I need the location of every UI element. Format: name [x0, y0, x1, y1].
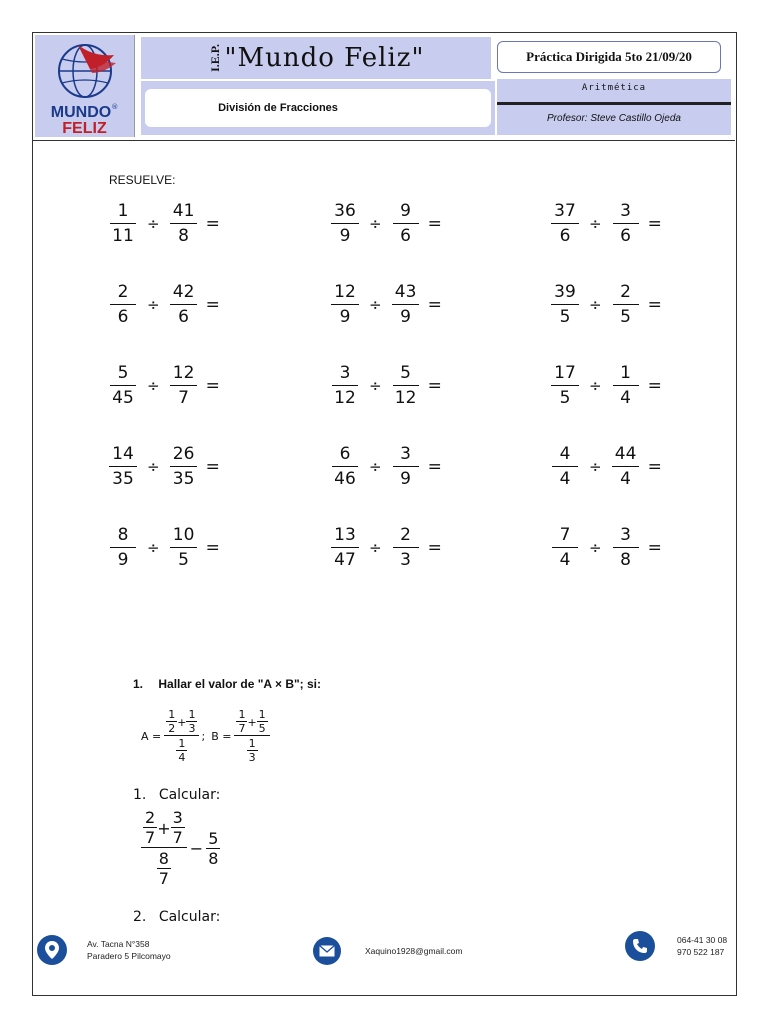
fraction-den: 3 [248, 751, 256, 764]
divide-sign: ÷ [589, 457, 602, 476]
fraction [392, 525, 420, 570]
equals-sign: = [205, 375, 220, 396]
fraction [331, 525, 359, 570]
fraction-numerator: 12 [331, 282, 359, 305]
fraction-numerator: 44 [612, 444, 640, 467]
fraction-denominator: 9 [339, 307, 351, 327]
division-problem [109, 282, 220, 327]
equals-sign: = [647, 375, 662, 396]
equals-sign: = [647, 537, 662, 558]
fraction-numerator: 2 [613, 282, 639, 305]
fraction-denominator: 8 [178, 226, 189, 246]
fraction-den: 7 [172, 828, 183, 847]
fraction-num: 1 [178, 737, 186, 750]
fraction [612, 201, 640, 246]
fraction-numerator: 3 [332, 363, 358, 386]
school-prefix: I.E.P. [207, 44, 222, 72]
fraction-numerator: 37 [551, 201, 579, 224]
fraction-numerator: 5 [393, 363, 419, 386]
fraction-numerator: 43 [392, 282, 420, 305]
envelope-icon [313, 937, 341, 965]
fraction [170, 525, 198, 570]
logo-text-feliz: FELIZ [62, 120, 107, 137]
school-logo [35, 35, 135, 137]
fraction-numerator: 7 [552, 525, 578, 548]
logo-text-mundo: MUNDO [50, 104, 112, 121]
fraction [392, 282, 420, 327]
fraction-den: 7 [145, 828, 156, 847]
fraction-denominator: 6 [620, 226, 631, 246]
fraction-numerator: 9 [393, 201, 419, 224]
calc-text: Calcular: [158, 787, 221, 803]
fraction [612, 525, 640, 570]
divide-sign: ÷ [147, 376, 160, 395]
topic-title: División de Fracciones [145, 89, 491, 127]
equals-sign: = [427, 375, 442, 396]
divider [497, 102, 731, 105]
school-name: "Mundo Feliz" [224, 43, 425, 73]
fraction-numerator: 10 [170, 525, 198, 548]
fraction-denominator: 4 [559, 469, 571, 489]
location-pin-icon [37, 935, 67, 965]
plus-sign: + [157, 818, 171, 838]
divide-sign: ÷ [589, 214, 602, 233]
division-problem [331, 444, 442, 489]
complex-fraction-a [164, 709, 199, 764]
divide-sign: ÷ [147, 538, 160, 557]
division-problem [551, 363, 662, 408]
fraction-numerator: 17 [551, 363, 579, 386]
fraction [331, 282, 359, 327]
divide-sign: ÷ [589, 376, 602, 395]
division-problem [109, 444, 220, 489]
division-problem [331, 525, 442, 570]
fraction [551, 363, 579, 408]
divide-sign: ÷ [589, 538, 602, 557]
fraction-num: 1 [248, 737, 256, 750]
fraction-denominator: 12 [334, 388, 356, 408]
fraction-denominator: 5 [178, 550, 189, 570]
phone-icon [625, 931, 655, 961]
fraction [392, 363, 420, 408]
fraction-numerator: 6 [332, 444, 358, 467]
fraction-denominator: 9 [400, 307, 411, 327]
fraction-numerator: 39 [551, 282, 579, 305]
phone-line-2: 970 522 187 [677, 947, 725, 957]
fraction [392, 444, 420, 489]
practice-label: Práctica Dirigida 5to 21/09/20 [497, 41, 721, 73]
divide-sign: ÷ [147, 295, 160, 314]
footer-email [313, 937, 462, 965]
fraction [170, 444, 198, 489]
divide-sign: ÷ [147, 214, 160, 233]
fraction-denominator: 7 [178, 388, 189, 408]
divide-sign: ÷ [147, 457, 160, 476]
fraction-numerator: 2 [110, 282, 136, 305]
fraction [551, 282, 579, 327]
fraction [331, 201, 359, 246]
fraction-numerator: 2 [393, 525, 419, 548]
fraction [170, 363, 198, 408]
division-problem [331, 201, 442, 246]
calc-text: Calcular: [158, 909, 221, 925]
worksheet [32, 32, 737, 996]
fraction-numerator: 1 [613, 363, 639, 386]
fraction-den: 4 [178, 751, 186, 764]
fraction [170, 282, 198, 327]
fraction-den: 7 [238, 722, 246, 735]
fraction-denominator: 6 [178, 307, 189, 327]
fraction-num: 8 [158, 849, 169, 868]
header [33, 33, 735, 141]
equals-sign: = [647, 213, 662, 234]
fraction-denominator: 3 [400, 550, 411, 570]
topic-band [141, 81, 495, 135]
fraction-denominator: 8 [620, 550, 631, 570]
fraction-den: 3 [188, 722, 196, 735]
division-problem [551, 201, 662, 246]
fraction-denominator: 35 [172, 469, 195, 489]
division-problem [551, 282, 662, 327]
fraction-numerator: 14 [109, 444, 137, 467]
plus-sign: + [247, 715, 257, 729]
fraction [612, 282, 640, 327]
fraction [612, 363, 640, 408]
equals-sign: = [427, 537, 442, 558]
fraction-numerator: 8 [110, 525, 136, 548]
fraction-denominator: 6 [117, 307, 129, 327]
expression-a-b [141, 709, 270, 764]
subject-label: Aritmética [581, 83, 647, 93]
calc-1-label [133, 787, 220, 803]
division-problem [109, 363, 220, 408]
registered-mark: ® [111, 103, 119, 111]
fraction [109, 525, 137, 570]
complex-fraction-b [234, 709, 269, 764]
fraction-num: 1 [258, 708, 266, 721]
divide-sign: ÷ [369, 295, 382, 314]
fraction-numerator: 12 [170, 363, 198, 386]
fraction-denominator: 11 [112, 226, 134, 246]
fraction-denominator: 5 [559, 307, 571, 327]
fraction-numerator: 26 [170, 444, 198, 467]
equals-sign: = [427, 456, 442, 477]
division-problem [331, 363, 442, 408]
fraction-numerator: 42 [170, 282, 198, 305]
phone-line-1: 064-41 30 08 [677, 935, 728, 945]
fraction-den: 8 [208, 848, 219, 868]
fraction [392, 201, 420, 246]
fraction-num: 1 [168, 708, 176, 721]
fraction-denominator: 6 [400, 226, 411, 246]
teacher-label: Profesor: Steve Castillo Ojeda [547, 113, 681, 124]
fraction-denominator: 4 [620, 469, 631, 489]
equals-sign: = [427, 213, 442, 234]
calc-number: 1. [133, 787, 147, 803]
question-number: 1. [133, 677, 144, 691]
fraction [109, 444, 137, 489]
fraction [109, 363, 137, 408]
equals-sign: = [205, 537, 220, 558]
fraction-num: 1 [188, 708, 196, 721]
a-label: A = [141, 730, 162, 743]
footer-phone [625, 931, 727, 961]
equals-sign: = [205, 456, 220, 477]
minus-sign: − [189, 839, 204, 858]
separator: ; [201, 730, 206, 743]
divide-sign: ÷ [369, 376, 382, 395]
fraction [551, 525, 579, 570]
fraction [551, 201, 579, 246]
fraction-denominator: 12 [394, 388, 417, 408]
divide-sign: ÷ [369, 457, 382, 476]
address-line-2: Paradero 5 Pilcomayo [87, 951, 171, 961]
email-address: Xaquino1928@gmail.com [365, 946, 463, 956]
fraction-denominator: 4 [559, 550, 571, 570]
expression-calc-1 [141, 809, 220, 888]
division-problem [109, 525, 220, 570]
complex-fraction-calc [141, 809, 187, 888]
division-problem [551, 444, 662, 489]
fraction-denominator: 35 [112, 469, 134, 489]
fraction-numerator: 13 [331, 525, 359, 548]
subject-band [497, 79, 731, 135]
fraction-denominator: 4 [620, 388, 631, 408]
equals-sign: = [647, 456, 662, 477]
fraction-denominator: 6 [559, 226, 571, 246]
division-problem [331, 282, 442, 327]
fraction-numerator: 5 [110, 363, 136, 386]
fraction-denominator: 5 [559, 388, 571, 408]
fraction [331, 363, 359, 408]
fraction [170, 201, 198, 246]
b-label: B = [211, 730, 232, 743]
footer-address [37, 935, 171, 965]
section-label: RESUELVE: [109, 173, 176, 187]
fraction-numerator: 36 [331, 201, 359, 224]
equals-sign: = [647, 294, 662, 315]
fraction-denominator: 5 [620, 307, 631, 327]
fraction-denominator: 46 [334, 469, 356, 489]
fraction [109, 282, 137, 327]
fraction-numerator: 3 [393, 444, 419, 467]
globe-logo-icon [50, 39, 120, 103]
fraction-numerator: 4 [552, 444, 578, 467]
divide-sign: ÷ [369, 538, 382, 557]
question-text: Hallar el valor de "A × B"; si: [158, 677, 322, 691]
fraction-den: 5 [258, 722, 266, 735]
fraction-denominator: 47 [334, 550, 356, 570]
divide-sign: ÷ [589, 295, 602, 314]
plus-sign: + [177, 715, 187, 729]
fraction-numerator: 3 [613, 201, 639, 224]
fraction-numerator: 3 [613, 525, 639, 548]
division-problem [551, 525, 662, 570]
fraction [109, 201, 137, 246]
fraction-num: 1 [238, 708, 246, 721]
division-problem [109, 201, 220, 246]
fraction-denominator: 9 [117, 550, 129, 570]
fraction [551, 444, 579, 489]
divide-sign: ÷ [369, 214, 382, 233]
fraction-num: 2 [145, 808, 156, 827]
fraction-den: 7 [158, 869, 169, 888]
address-line-1: Av. Tacna N°358 [87, 939, 150, 949]
fraction-denominator: 9 [339, 226, 351, 246]
equals-sign: = [205, 213, 220, 234]
fraction-denominator: 45 [112, 388, 134, 408]
fraction-num: 5 [208, 828, 219, 848]
question-1 [133, 677, 321, 691]
calc-2-label [133, 909, 220, 925]
fraction-denominator: 9 [400, 469, 411, 489]
fraction-den: 2 [168, 722, 176, 735]
fraction [331, 444, 359, 489]
fraction [612, 444, 640, 489]
calc-number: 2. [133, 909, 147, 925]
school-title-band [141, 37, 491, 79]
fraction-num: 3 [172, 808, 183, 827]
fraction-numerator: 41 [170, 201, 198, 224]
fraction-numerator: 1 [110, 201, 136, 224]
equals-sign: = [205, 294, 220, 315]
equals-sign: = [427, 294, 442, 315]
